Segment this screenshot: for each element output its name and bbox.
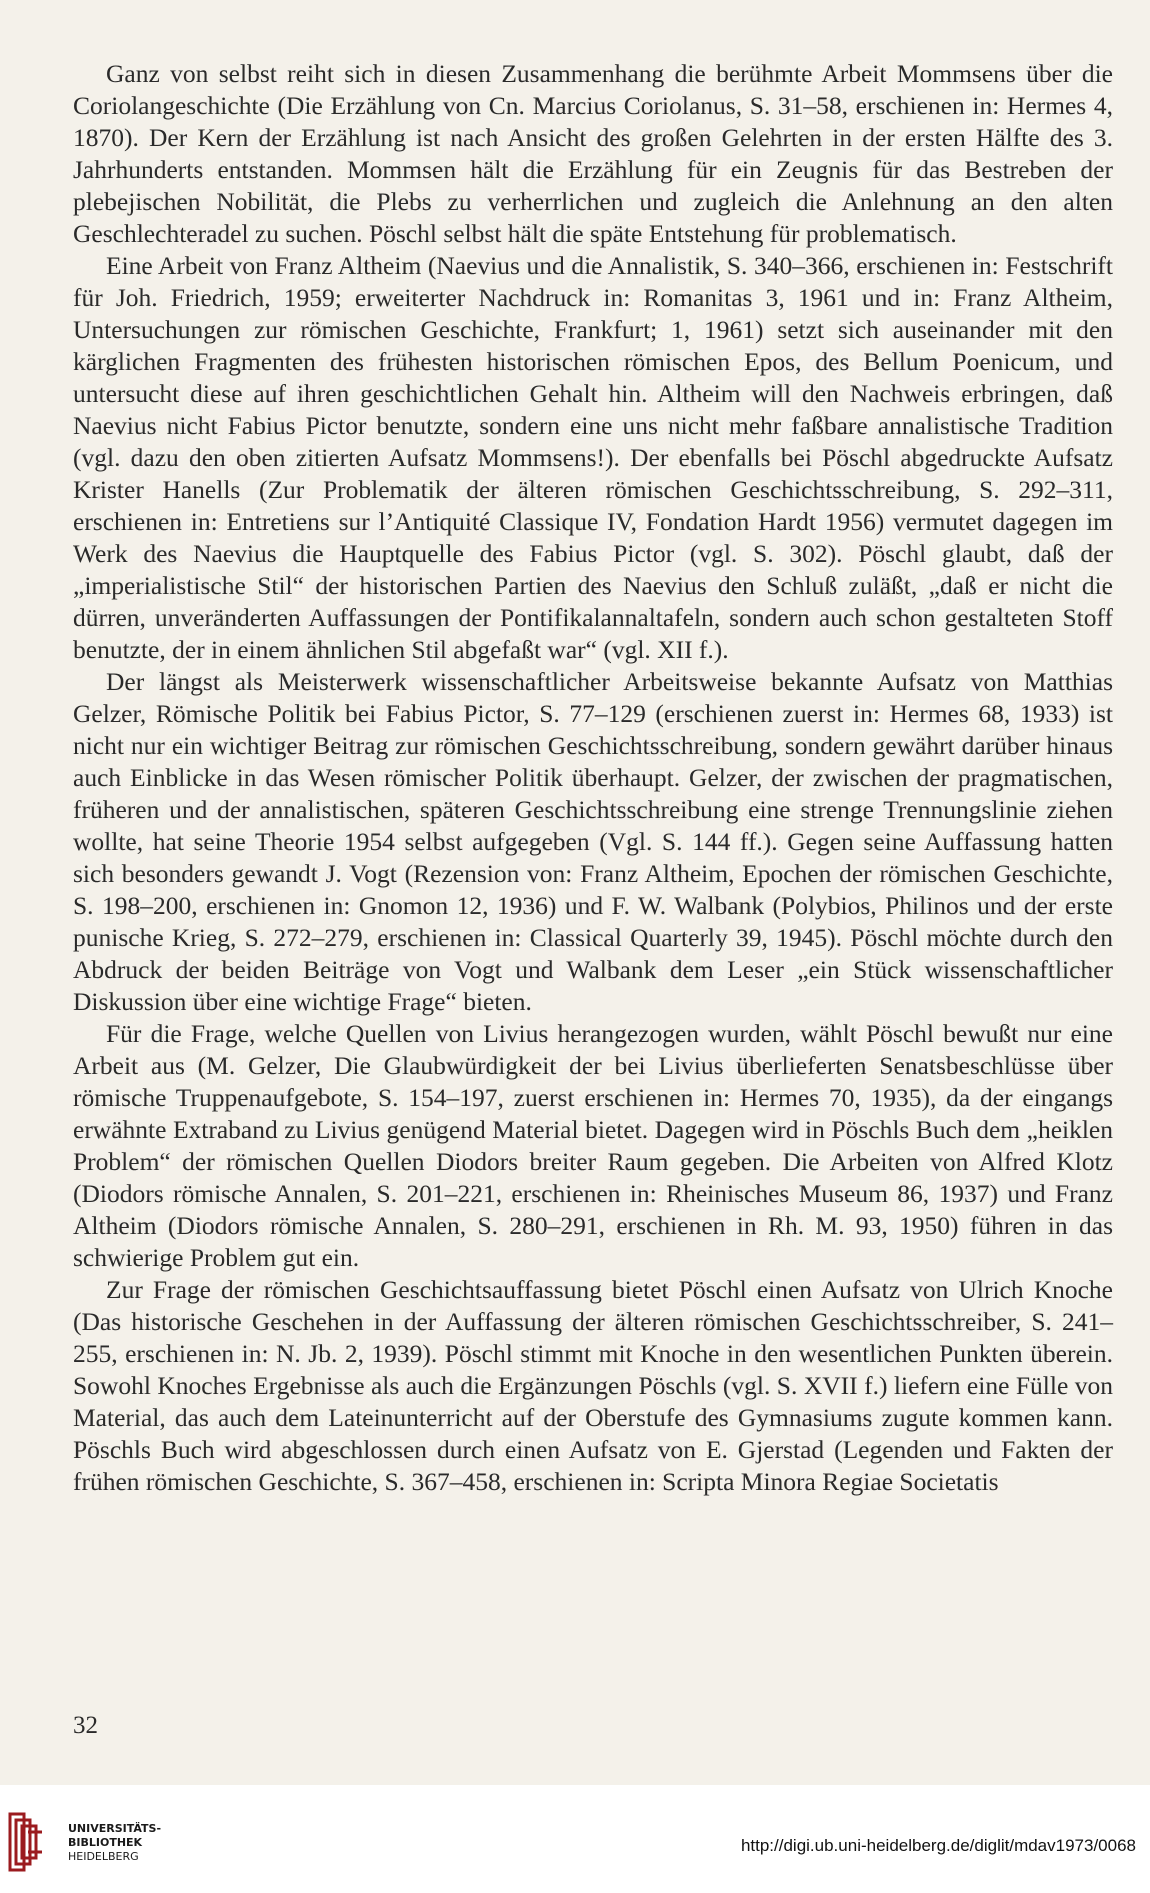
body-text <box>73 58 1113 1498</box>
page-number: 32 <box>73 1712 98 1739</box>
institution-name <box>68 1822 161 1864</box>
institution-line-2: BIBLIOTHEK <box>68 1836 143 1849</box>
institution-line-3: HEIDELBERG <box>68 1850 139 1863</box>
paragraph-4: Für die Frage, welche Quellen von Livius herangezogen wurden, wählt Pöschl bewußt nur eine Arbeit aus (M. Gelzer, Die Glaubwürdigkeit der bei Livius überlieferten Senatsbeschlüsse über römische Truppenaufgebote, S. 154–197, zuerst erschienen in: Hermes 70, 1935), da der eingangs erwähnte Extraband zu Livius genügend Material bietet. Dagegen wird in Pöschls Buch dem „heiklen Problem“ der römischen Quellen Diodors breiter Raum gegeben. Die Arbeiten von Alfred Klotz (Diodors römische Annalen, S. 201–221, erschienen in: Rheinisches Museum 86, 1937) und Franz Altheim (Diodors römische Annalen, S. 280–291, erschienen in Rh. M. 93, 1950) führen in das schwierige Problem gut ein. <box>73 1019 1113 1272</box>
paragraph-1: Ganz von selbst reiht sich in diesen Zusammenhang die berühmte Arbeit Mommsens über die Coriolangeschichte (Die Erzählung von Cn. Marcius Coriolanus, S. 31–58, erschienen in: Hermes 4, 1870). Der Kern der Erzählung ist nach Ansicht des großen Gelehrten in der ersten Hälfte des 3. Jahrhunderts entstanden. Mommsen hält die Erzählung für ein Zeugnis für das Bestreben der plebejischen Nobilität, die Plebs zu verherrlichen und zugleich die Anlehnung an den alten Geschlechteradel zu suchen. Pöschl selbst hält die späte Entstehung für problematisch. <box>73 59 1113 248</box>
paragraph-3: Der längst als Meisterwerk wissenschaftlicher Arbeitsweise bekannte Aufsatz von Matthias Gelzer, Römische Politik bei Fabius Pictor, S. 77–129 (erschienen zuerst in: Hermes 68, 1933) ist nicht nur ein wichtiger Beitrag zur römischen Geschichtsschreibung, sondern gewährt darüber hinaus auch Einblicke in das Wesen römischer Politik überhaupt. Gelzer, der zwischen der pragmatischen, früheren und der annalistischen, späteren Geschichtsschreibung eine strenge Trennungslinie ziehen wollte, hat seine Theorie 1954 selbst aufgegeben (Vgl. S. 144 ff.). Gegen seine Auffassung hatten sich besonders gewandt J. Vogt (Rezension von: Franz Altheim, Epochen der römischen Geschichte, S. 198–200, erschienen in: Gnomon 12, 1936) und F. W. Walbank (Polybios, Philinos und der erste punische Krieg, S. 272–279, erschienen in: Classical Quarterly 39, 1945). Pöschl möchte durch den Abdruck der beiden Beiträge von Vogt und Walbank dem Leser „ein Stück wissenschaftlicher Diskussion über eine wichtige Frage“ bieten. <box>73 667 1113 1016</box>
paragraph-2: Eine Arbeit von Franz Altheim (Naevius und die Annalistik, S. 340–366, erschienen in: Festschrift für Joh. Friedrich, 1959; erweiterter Nachdruck in: Romanitas 3, 1961 und in: Franz Altheim, Untersuchungen zur römischen Geschichte, Frankfurt; 1, 1961) setzt sich auseinander mit den kärglichen Fragmenten des frühesten historischen römischen Epos, des Bellum Poenicum, und untersucht diese auf ihren geschichtlichen Gehalt hin. Altheim will den Nachweis erbringen, daß Naevius nicht Fabius Pictor benutzte, sondern eine uns nicht mehr faßbare annalistische Tradition (vgl. dazu den oben zitierten Aufsatz Mommsens!). Der ebenfalls bei Pöschl abgedruckte Aufsatz Krister Hanells (Zur Problematik der älteren römischen Geschichtsschreibung, S. 292–311, erschienen in: Entretiens sur l’Antiquité Classique IV, Fondation Hardt 1956) vermutet dagegen im Werk des Naevius die Hauptquelle des Fabius Pictor (vgl. S. 302). Pöschl glaubt, daß der „imperialistische Stil“ der historischen Partien des Naevius den Schluß zuläßt, „daß er nicht die dürren, unveränderten Auffassungen der Pontifikalannaltafeln, sondern auch schon gestalteten Stoff benutzte, der in einem ähnlichen Stil abgefaßt war“ (vgl. XII f.). <box>73 251 1113 664</box>
paragraph-5: Zur Frage der römischen Geschichtsauffassung bietet Pöschl einen Aufsatz von Ulrich Knoche (Das historische Geschehen in der Auffassung der älteren römischen Geschichtsschreiber, S. 241–255, erschienen in: N. Jb. 2, 1939). Pöschl stimmt mit Knoche in den wesentlichen Punkten überein. Sowohl Knoches Ergebnisse als auch die Ergänzungen Pöschls (vgl. S. XVII f.) liefern eine Fülle von Material, das auch dem Lateinunterricht auf der Oberstufe des Gymnasiums zugute kommen kann. Pöschls Buch wird abgeschlossen durch einen Aufsatz von E. Gjerstad (Legenden und Fakten der frühen römischen Geschichte, S. 367–458, erschienen in: Scripta Minora Regiae Societatis <box>73 1275 1113 1496</box>
ub-heidelberg-logo-icon <box>8 1810 48 1874</box>
source-url-link[interactable]: http://digi.ub.uni-heidelberg.de/diglit/mdav1973/0068 <box>740 1836 1136 1855</box>
institution-line-1: UNIVERSITÄTS- <box>68 1822 162 1835</box>
